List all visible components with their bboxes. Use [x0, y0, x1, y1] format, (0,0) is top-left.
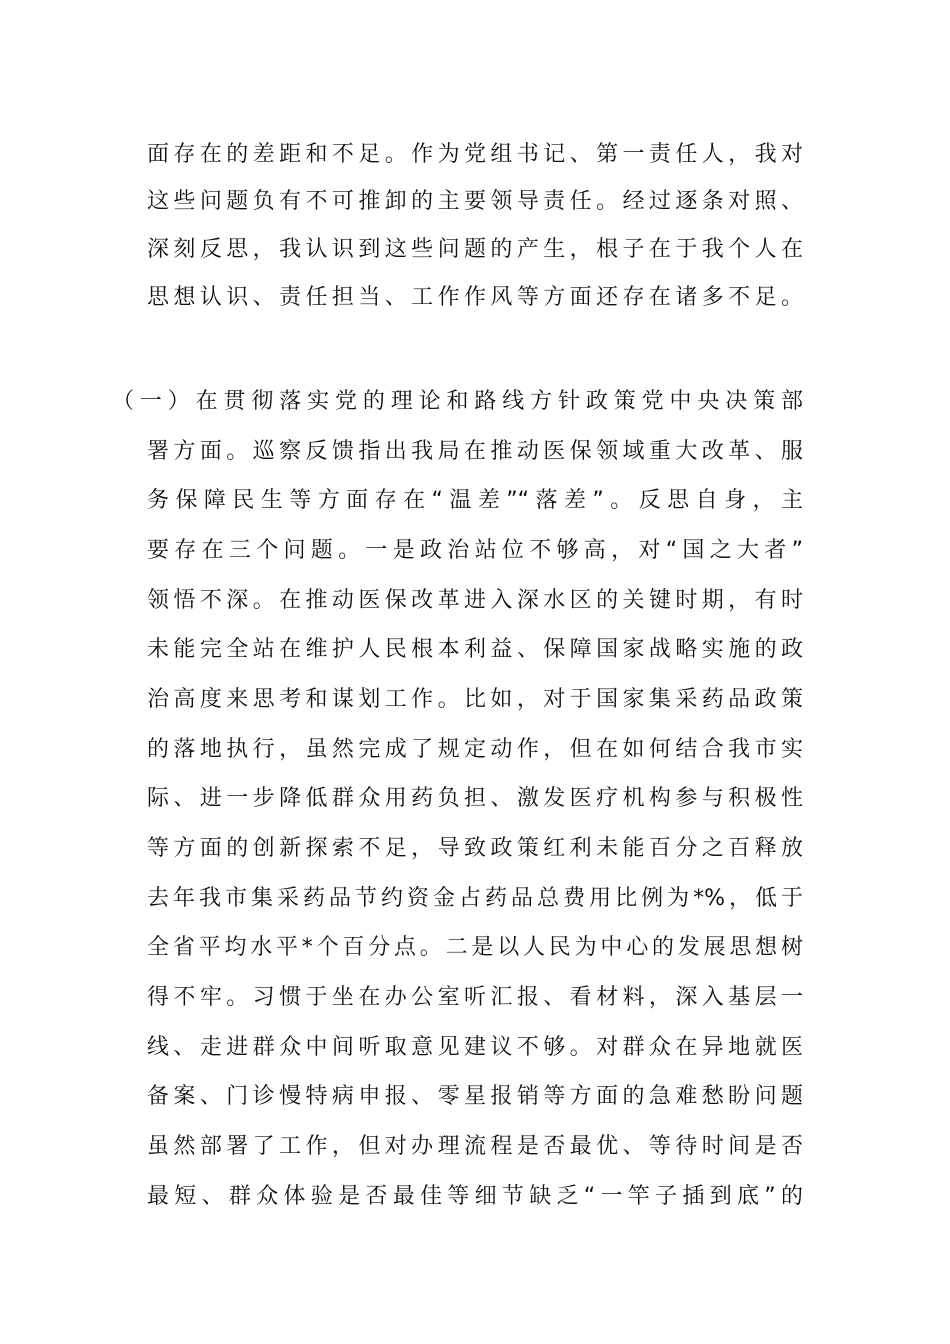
text-line: 署方面。巡察反馈指出我局在推动医保领域重大改革、服: [147, 439, 803, 464]
section-heading-line: （一）在贯彻落实党的理论和路线方针政策党中央决策部: [112, 389, 803, 414]
text-line: 去年我市集采药品节约资金占药品总费用比例为*%，低于: [147, 886, 803, 911]
text-line: 领悟不深。在推动医保改革进入深水区的关键时期，有时: [147, 588, 803, 613]
text-line: 深刻反思，我认识到这些问题的产生，根子在于我个人在: [147, 237, 803, 262]
text-line: 治高度来思考和谋划工作。比如，对于国家集采药品政策: [147, 687, 803, 712]
text-line: 思想认识、责任担当、工作作风等方面还存在诸多不足。: [147, 285, 803, 310]
text-line: 的落地执行，虽然完成了规定动作，但在如何结合我市实: [147, 737, 803, 762]
text-line: 备案、门诊慢特病申报、零星报销等方面的急难愁盼问题: [147, 1084, 803, 1109]
text-line: 最短、群众体验是否最佳等细节缺乏“一竿子插到底”的: [147, 1184, 803, 1209]
text-line: 务保障民生等方面存在“温差”“落差”。反思自身，主: [147, 488, 803, 513]
text-line: 要存在三个问题。一是政治站位不够高，对“国之大者”: [147, 538, 803, 563]
text-line: 这些问题负有不可推卸的主要领导责任。经过逐条对照、: [147, 189, 803, 214]
text-line: 面存在的差距和不足。作为党组书记、第一责任人，我对: [147, 142, 803, 167]
text-line: 线、走进群众中间听取意见建议不够。对群众在异地就医: [147, 1035, 803, 1060]
text-line: 际、进一步降低群众用药负担、激发医疗机构参与积极性: [147, 786, 803, 811]
text-line: 得不牢。习惯于坐在办公室听汇报、看材料，深入基层一: [147, 985, 803, 1010]
text-line: 全省平均水平*个百分点。二是以人民为中心的发展思想树: [147, 935, 803, 960]
text-line: 未能完全站在维护人民根本利益、保障国家战略实施的政: [147, 637, 803, 662]
text-line: 虽然部署了工作，但对办理流程是否最优、等待时间是否: [147, 1134, 803, 1159]
text-line: 等方面的创新探索不足，导致政策红利未能百分之百释放: [147, 836, 803, 861]
